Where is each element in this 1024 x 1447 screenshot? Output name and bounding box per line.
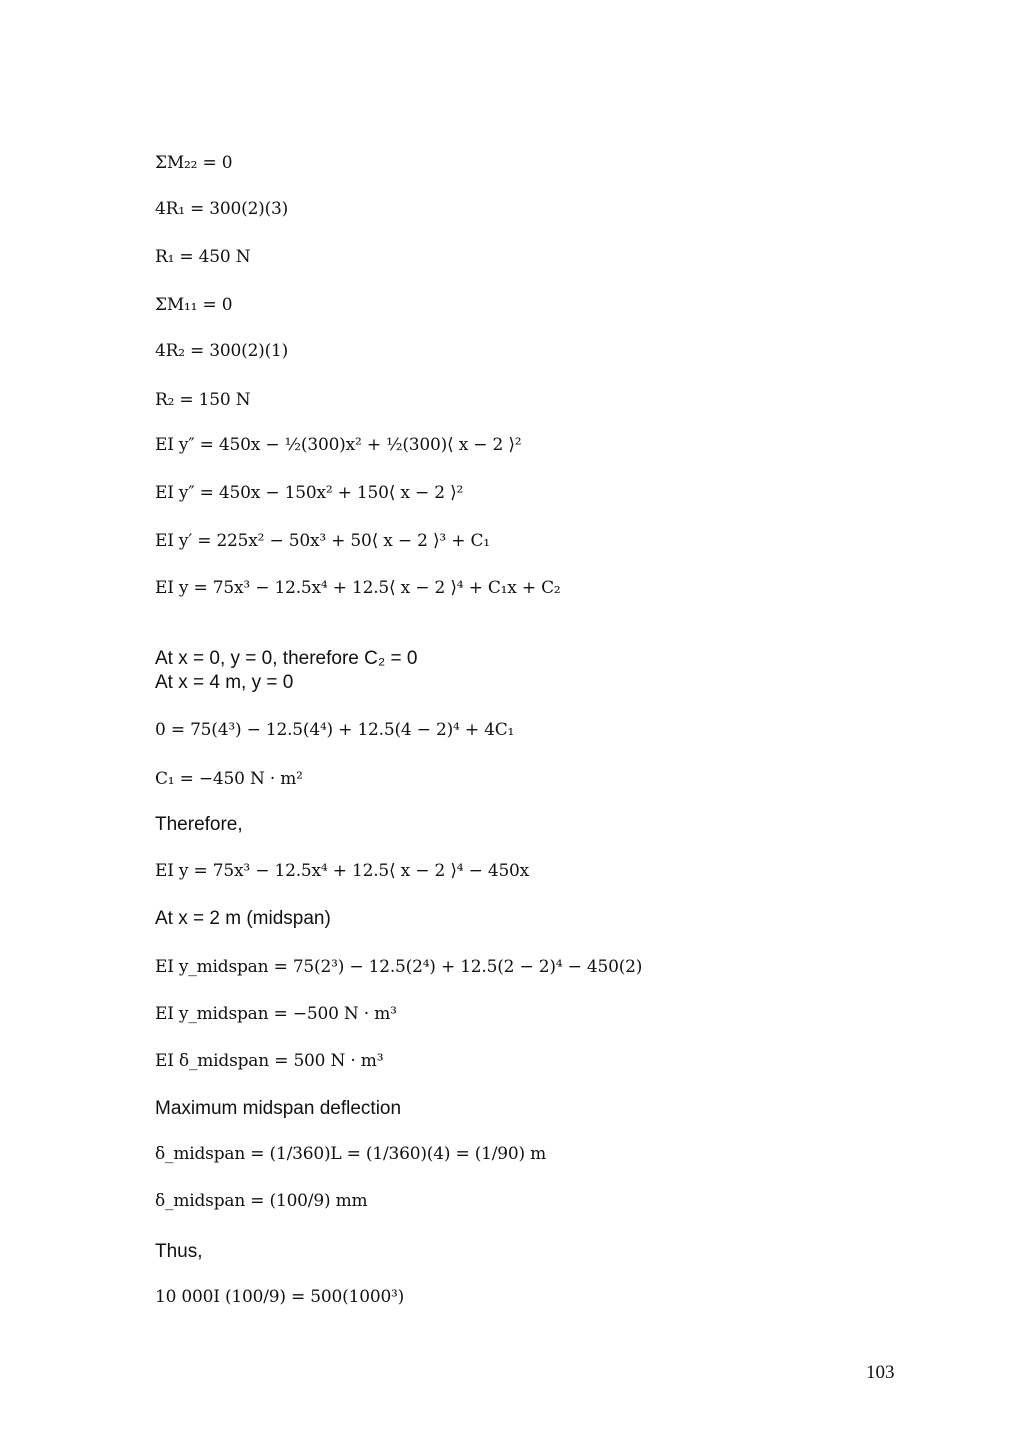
equation-boundary-substitution: 0 = 75(4³) − 12.5(4⁴) + 12.5(4 − 2)⁴ + 4C₁	[155, 720, 515, 740]
equation-sum-moments-r1: ΣM₁₁ = 0	[155, 295, 233, 315]
equation-moment-of-inertia: 10 000I (100/9) = 500(1000³)	[155, 1287, 405, 1307]
equation-midspan-delta: EI δ_midspan = 500 N · m³	[155, 1051, 384, 1071]
equation-deflection-final: EI y = 75x³ − 12.5x⁴ + 12.5⟨ x − 2 ⟩⁴ − 450x	[155, 861, 530, 881]
equation-midspan-substitution: EI y_midspan = 75(2³) − 12.5(2⁴) + 12.5(2 − 2)⁴ − 450(2)	[155, 957, 643, 977]
page-number: 103	[866, 1362, 895, 1383]
equation-r2-value: R₂ = 150 N	[155, 390, 251, 410]
equation-slope: EI y′ = 225x² − 50x³ + 50⟨ x − 2 ⟩³ + C₁	[155, 531, 490, 551]
text-midspan-condition: At x = 2 m (midspan)	[155, 908, 331, 929]
equation-r1-value: R₁ = 450 N	[155, 247, 251, 267]
equation-allowable-deflection-mm: δ_midspan = (100/9) mm	[155, 1191, 368, 1211]
equation-r2-moment: 4R₂ = 300(2)(1)	[155, 341, 289, 361]
equation-moment-expanded: EI y″ = 450x − ½(300)x² + ½(300)⟨ x − 2 ⟩²	[155, 435, 522, 455]
text-boundary-condition: At x = 4 m, y = 0	[155, 672, 294, 693]
equation-c1-value: C₁ = −450 N · m²	[155, 769, 303, 789]
text-thus: Thus,	[155, 1241, 203, 1262]
equation-moment-simplified: EI y″ = 450x − 150x² + 150⟨ x − 2 ⟩²	[155, 483, 464, 503]
text-c2-condition: At x = 0, y = 0, therefore C₂ = 0	[155, 648, 418, 669]
equation-deflection-general: EI y = 75x³ − 12.5x⁴ + 12.5⟨ x − 2 ⟩⁴ + C₁x + C₂	[155, 578, 561, 598]
text-therefore: Therefore,	[155, 814, 243, 835]
equation-midspan-deflection: EI y_midspan = −500 N · m³	[155, 1004, 397, 1024]
equation-r1-moment: 4R₁ = 300(2)(3)	[155, 199, 289, 219]
text-max-deflection: Maximum midspan deflection	[155, 1098, 402, 1119]
equation-allowable-deflection: δ_midspan = (1/360)L = (1/360)(4) = (1/90) m	[155, 1144, 547, 1164]
equation-sum-moments-r2: ΣM₂₂ = 0	[155, 153, 233, 173]
